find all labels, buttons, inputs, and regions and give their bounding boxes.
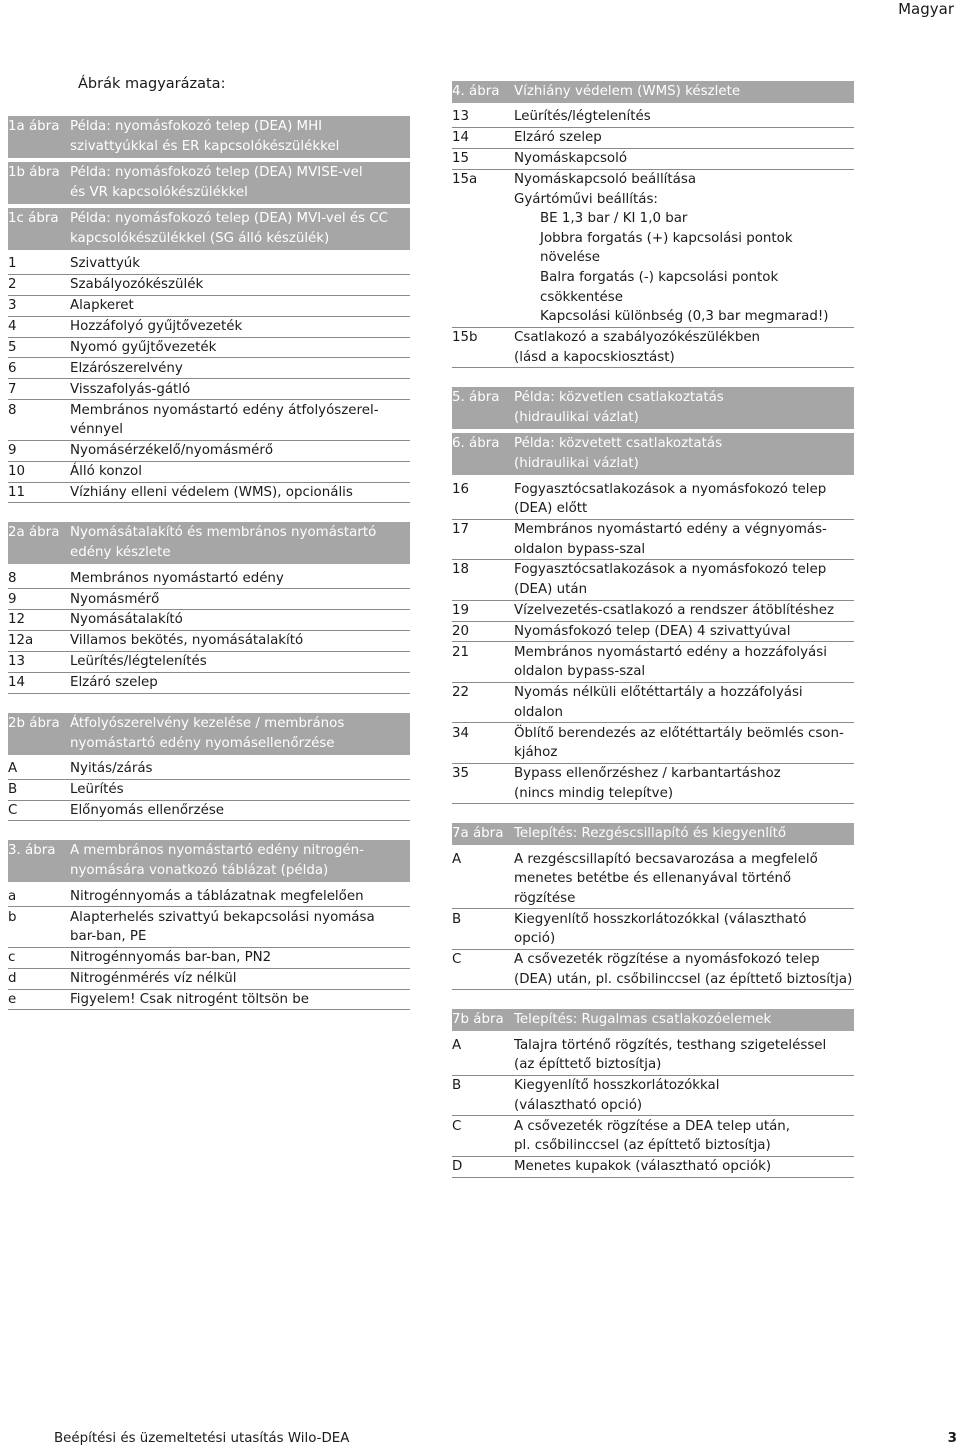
- legend-row: [452, 764, 854, 804]
- description-subline: Balra forgatás (-) kapcsolási pontok: [540, 269, 779, 285]
- legend-row: [8, 317, 410, 338]
- legend-row: [452, 1076, 854, 1116]
- description-line: Példa: közvetett csatlakoztatás: [514, 436, 723, 452]
- description-line: Nyomó gyűjtővezeték: [70, 339, 217, 355]
- legend-description: [70, 523, 410, 563]
- legend-key: 8: [8, 402, 17, 418]
- description-line: Membrános nyomástartó edény: [70, 570, 284, 586]
- legend-key: 2b ábra: [8, 715, 60, 731]
- legend-key: 22: [452, 685, 470, 701]
- description-line: A membrános nyomástartó edény nitrogén-: [70, 843, 364, 859]
- description-line: szivattyúkkal és ER kapcsolókészülékkel: [70, 139, 340, 154]
- legend-description: [70, 254, 410, 274]
- legend-description: [514, 622, 854, 642]
- description-line: A csővezeték rögzítése a nyomásfokozó telep: [514, 952, 820, 968]
- description-line: Alapterhelés szivattyú bekapcsolási nyomása: [70, 909, 375, 925]
- description-line: Hozzáfolyó gyűjtővezeték: [70, 318, 243, 334]
- description-line: opció): [514, 931, 556, 947]
- legend-description: [70, 569, 410, 589]
- legend-row: [452, 479, 854, 519]
- description-line: edény készlete: [70, 545, 171, 561]
- legend-description: [70, 759, 410, 779]
- legend-row: [452, 1035, 854, 1075]
- description-line: pl. csőbilinccsel (az építtető biztosítja): [514, 1138, 771, 1154]
- description-line: Nyomásátalakító és membrános nyomástartó: [70, 525, 377, 541]
- figure-heading-row: [8, 162, 410, 204]
- legend-row: [452, 170, 854, 328]
- description-subline: növelése: [540, 250, 601, 266]
- legend-description: [70, 209, 410, 249]
- legend-key: 10: [8, 463, 26, 479]
- legend-key: 3: [8, 298, 17, 314]
- description-line: Leürítés: [70, 781, 124, 797]
- legend-key: 12: [8, 612, 26, 628]
- legend-description: [514, 434, 854, 474]
- description-line: Nyomásérzékelő/nyomásmérő: [70, 443, 274, 459]
- legend-description: [514, 520, 854, 559]
- legend-row: [8, 589, 410, 610]
- legend-key: 11: [8, 484, 26, 500]
- description-line: Nitrogénnyomás bar-ban, PN2: [70, 950, 272, 966]
- legend-section: [452, 81, 854, 368]
- legend-key: C: [452, 952, 462, 968]
- legend-row: [8, 631, 410, 652]
- legend-description: [70, 338, 410, 358]
- description-line: Előnyomás ellenőrzése: [70, 802, 225, 818]
- legend-row: [452, 950, 854, 990]
- legend-row: [452, 328, 854, 368]
- legend-key: D: [452, 1159, 463, 1175]
- figure-heading-row: [8, 116, 410, 158]
- legend-row: [8, 358, 410, 379]
- description-line: Szabályozókészülék: [70, 277, 204, 293]
- legend-row: [8, 969, 410, 990]
- footer-doc-title: Beépítési és üzemeltetési utasítás Wilo-DEA: [54, 1431, 350, 1446]
- legend-key: 1b ábra: [8, 165, 60, 180]
- figure-heading-row: [452, 81, 854, 103]
- description-line: Vízhiány elleni védelem (WMS), opcionális: [70, 484, 353, 500]
- description-line: Nyomásátalakító: [70, 612, 183, 628]
- legend-row: [452, 849, 854, 909]
- legend-key: 6: [8, 360, 17, 376]
- legend-description: [514, 683, 854, 722]
- legend-key: B: [452, 1078, 462, 1094]
- description-line: (hidraulikai vázlat): [514, 456, 639, 472]
- description-line: Nyomáskapcsoló: [514, 151, 628, 167]
- legend-key: B: [8, 781, 18, 797]
- left-column: [8, 116, 410, 1029]
- legend-row: [8, 441, 410, 462]
- legend-row: [8, 801, 410, 822]
- legend-key: C: [452, 1118, 462, 1134]
- description-line: Kiegyenlítő hosszkorlátozókkal: [514, 1078, 720, 1094]
- legend-row: [452, 1116, 854, 1156]
- description-line: oldalon bypass-szal: [514, 541, 646, 557]
- legend-description: [514, 724, 854, 763]
- description-line: Figyelem! Csak nitrogént töltsön be: [70, 991, 309, 1007]
- description-line: Elzáró szelep: [70, 675, 158, 691]
- legend-description: [514, 128, 854, 148]
- language-label: Magyar: [898, 0, 954, 18]
- description-line: Villamos bekötés, nyomásátalakító: [70, 633, 304, 649]
- description-line: oldalon: [514, 704, 564, 720]
- legend-key: 5. ábra: [452, 390, 500, 406]
- legend-description: [514, 1010, 854, 1030]
- legend-key: 5: [8, 339, 17, 355]
- legend-section: [8, 840, 410, 1010]
- legend-key: 3. ábra: [8, 843, 56, 859]
- legend-section: [8, 116, 410, 503]
- description-line: Nyitás/zárás: [70, 761, 153, 777]
- legend-key: 17: [452, 521, 470, 537]
- legend-key: 19: [452, 602, 470, 618]
- legend-row: [452, 128, 854, 149]
- description-line: Membrános nyomástartó edény a hozzáfolyási: [514, 644, 827, 660]
- legend-row: [452, 107, 854, 128]
- legend-description: [70, 610, 410, 630]
- description-line: Leürítés/légtelenítés: [70, 654, 207, 670]
- legend-key: 15: [452, 151, 470, 167]
- legend-row: [452, 909, 854, 949]
- legend-row: [8, 483, 410, 504]
- legend-row: [452, 560, 854, 600]
- description-line: Szivattyúk: [70, 256, 141, 272]
- legend-description: [514, 601, 854, 621]
- description-line: Kiegyenlítő hosszkorlátozókkal (választható: [514, 911, 807, 927]
- legend-section: [452, 823, 854, 990]
- legend-description: [514, 480, 854, 519]
- legend-key: 2a ábra: [8, 525, 60, 541]
- legend-description: [70, 401, 410, 440]
- legend-key: 12a: [8, 633, 34, 649]
- legend-row: [8, 296, 410, 317]
- legend-row: [8, 400, 410, 440]
- description-line: Talajra történő rögzítés, testhang szigeteléssel: [514, 1037, 827, 1053]
- legend-row: [8, 610, 410, 631]
- description-subline: Kapcsolási különbség (0,3 bar megmarad!): [540, 309, 829, 325]
- legend-description: [514, 107, 854, 127]
- description-line: Átfolyószerelvény kezelése / membrános: [70, 715, 345, 731]
- legend-description: [70, 652, 410, 672]
- figure-heading-row: [8, 840, 410, 882]
- legend-row: [8, 254, 410, 275]
- description-line: (választható opció): [514, 1097, 643, 1113]
- right-column: [452, 81, 854, 1197]
- legend-row: [8, 886, 410, 907]
- legend-description: [514, 1076, 854, 1115]
- legend-description: [70, 887, 410, 907]
- legend-key: 13: [8, 654, 26, 670]
- legend-description: [514, 170, 854, 327]
- description-line: Nyomásmérő: [70, 591, 160, 607]
- description-line: Nyomásfokozó telep (DEA) 4 szivattyúval: [514, 623, 791, 639]
- legend-description: [514, 388, 854, 428]
- legend-description: [70, 441, 410, 461]
- legend-key: 18: [452, 562, 470, 578]
- legend-row: [452, 601, 854, 622]
- legend-description: [514, 850, 854, 909]
- legend-key: 9: [8, 443, 17, 459]
- description-line: Álló konzol: [70, 463, 142, 479]
- legend-description: [514, 328, 854, 367]
- description-line: Visszafolyás-gátló: [70, 381, 191, 397]
- legend-row: [452, 642, 854, 682]
- legend-key: c: [8, 950, 16, 966]
- description-line: Alapkeret: [70, 298, 134, 314]
- legend-description: [70, 908, 410, 947]
- legend-row: [452, 683, 854, 723]
- description-line: Menetes kupakok (választható opciók): [514, 1159, 772, 1175]
- figure-heading-row: [452, 387, 854, 429]
- legend-key: 20: [452, 623, 470, 639]
- legend-key: 1c ábra: [8, 211, 59, 226]
- legend-section: [8, 713, 410, 822]
- legend-description: [70, 380, 410, 400]
- legend-key: 15b: [452, 330, 478, 346]
- legend-description: [70, 462, 410, 482]
- legend-description: [70, 990, 410, 1010]
- description-line: kapcsolókészülékkel (SG álló készülék): [70, 231, 330, 246]
- legend-key: 9: [8, 591, 17, 607]
- description-line: Nyomás nélküli előtéttartály a hozzáfolyási: [514, 685, 803, 701]
- legend-description: [70, 163, 410, 203]
- legend-description: [70, 483, 410, 503]
- description-line: Öblítő berendezés az előtéttartály beömlés cson-: [514, 725, 844, 741]
- figure-heading-row: [452, 823, 854, 845]
- legend-row: [452, 622, 854, 643]
- description-subline: Jobbra forgatás (+) kapcsolási pontok: [540, 230, 793, 246]
- legend-key: a: [8, 888, 17, 904]
- figure-heading-row: [8, 522, 410, 564]
- description-line: bar-ban, PE: [70, 929, 147, 945]
- legend-description: [70, 117, 410, 157]
- legend-description: [70, 714, 410, 754]
- legend-row: [8, 462, 410, 483]
- legend-key: 6. ábra: [452, 436, 500, 452]
- legend-description: [514, 950, 854, 989]
- legend-description: [70, 969, 410, 989]
- description-line: Nitrogénnyomás a táblázatnak megfelelően: [70, 888, 364, 904]
- legend-description: [514, 149, 854, 169]
- description-line: vénnyel: [70, 422, 124, 438]
- legend-key: 14: [452, 130, 470, 146]
- legend-section: [8, 522, 410, 693]
- description-line: Elzárószerelvény: [70, 360, 183, 376]
- legend-key: d: [8, 970, 17, 986]
- description-line: Gyártóművi beállítás:: [514, 191, 658, 207]
- legend-row: [8, 652, 410, 673]
- legend-description: [70, 780, 410, 800]
- description-line: Membrános nyomástartó edény átfolyószerel-: [70, 402, 379, 418]
- description-line: Példa: nyomásfokozó telep (DEA) MVISE-vel: [70, 165, 363, 180]
- legend-key: A: [8, 761, 18, 777]
- legend-description: [70, 948, 410, 968]
- legend-key: b: [8, 909, 17, 925]
- legend-description: [514, 1036, 854, 1075]
- legend-description: [514, 910, 854, 949]
- description-line: Példa: nyomásfokozó telep (DEA) MVI-vel és CC: [70, 211, 389, 226]
- legend-row: [8, 990, 410, 1011]
- legend-description: [70, 673, 410, 693]
- description-line: (lásd a kapocskiosztást): [514, 349, 675, 365]
- description-line: Telepítés: Rugalmas csatlakozóelemek: [514, 1012, 772, 1028]
- legend-description: [514, 764, 854, 803]
- legend-description: [514, 1117, 854, 1156]
- description-line: Elzáró szelep: [514, 130, 602, 146]
- legend-row: [8, 907, 410, 947]
- legend-row: [8, 275, 410, 296]
- legend-row: [8, 759, 410, 780]
- description-line: Nitrogénmérés víz nélkül: [70, 970, 237, 986]
- legend-row: [8, 379, 410, 400]
- legend-key: e: [8, 991, 17, 1007]
- legend-key: 16: [452, 481, 470, 497]
- legend-row: [452, 723, 854, 763]
- description-line: A csővezeték rögzítése a DEA telep után,: [514, 1118, 791, 1134]
- description-line: (az építtető biztosítja): [514, 1057, 662, 1073]
- description-line: oldalon bypass-szal: [514, 664, 646, 680]
- description-line: A rezgéscsillapító becsavarozása a megfelelő: [514, 851, 818, 867]
- legend-description: [514, 82, 854, 102]
- description-line: nyomására vonatkozó táblázat (példa): [70, 863, 329, 879]
- legend-row: [452, 149, 854, 170]
- figure-heading-row: [8, 208, 410, 250]
- description-line: Csatlakozó a szabályozókészülékben: [514, 330, 761, 346]
- legend-row: [8, 338, 410, 359]
- legend-description: [514, 560, 854, 599]
- legend-key: 13: [452, 109, 470, 125]
- legend-key: 7a ábra: [452, 826, 504, 842]
- legend-key: 1a ábra: [8, 119, 60, 134]
- description-line: Vízelvezetés-csatlakozó a rendszer átöblítéshez: [514, 602, 834, 618]
- legend-section: [452, 387, 854, 804]
- legend-description: [70, 590, 410, 610]
- legend-description: [70, 631, 410, 651]
- legend-key: 15a: [452, 171, 478, 187]
- description-subline: BE 1,3 bar / KI 1,0 bar: [540, 211, 688, 227]
- legend-key: 7: [8, 381, 17, 397]
- description-line: Nyomáskapcsoló beállítása: [514, 171, 697, 187]
- legend-key: 2: [8, 277, 17, 293]
- legend-key: A: [452, 1037, 462, 1053]
- description-line: Fogyasztócsatlakozások a nyomásfokozó telep: [514, 481, 827, 497]
- legend-description: [514, 643, 854, 682]
- description-line: Leürítés/légtelenítés: [514, 109, 651, 125]
- legend-description: [514, 824, 854, 844]
- description-line: nyomástartó edény nyomásellenőrzése: [70, 735, 335, 751]
- description-subline: csökkentése: [540, 289, 623, 305]
- legend-key: 7b ábra: [452, 1012, 504, 1028]
- page-number: 3: [947, 1431, 957, 1446]
- legend-section: [452, 1009, 854, 1177]
- legend-description: [70, 317, 410, 337]
- legend-row: [8, 780, 410, 801]
- description-line: (DEA) után, pl. csőbilinccsel (az építtető biztosítja): [514, 971, 853, 987]
- description-line: (DEA) után: [514, 582, 588, 598]
- legend-row: [8, 568, 410, 589]
- legend-key: 1: [8, 256, 17, 272]
- page-title: Ábrák magyarázata:: [78, 76, 226, 92]
- description-line: Példa: nyomásfokozó telep (DEA) MHI: [70, 119, 323, 134]
- description-line: menetes betétbe és ellenanyával történő: [514, 871, 792, 887]
- legend-description: [70, 275, 410, 295]
- legend-key: 34: [452, 725, 470, 741]
- legend-key: C: [8, 802, 18, 818]
- description-line: és VR kapcsolókészülékkel: [70, 185, 248, 200]
- legend-description: [70, 359, 410, 379]
- legend-key: 4. ábra: [452, 84, 500, 99]
- legend-description: [70, 801, 410, 821]
- legend-description: [70, 841, 410, 881]
- description-line: Bypass ellenőrzéshez / karbantartáshoz: [514, 766, 781, 782]
- legend-key: 4: [8, 318, 17, 334]
- legend-key: 8: [8, 570, 17, 586]
- legend-row: [8, 948, 410, 969]
- figure-heading-row: [8, 713, 410, 755]
- description-line: (DEA) előtt: [514, 501, 588, 517]
- description-line: Membrános nyomástartó edény a végnyomás-: [514, 521, 827, 537]
- legend-key: B: [452, 911, 462, 927]
- legend-key: 14: [8, 675, 26, 691]
- description-line: Fogyasztócsatlakozások a nyomásfokozó telep: [514, 562, 827, 578]
- description-line: (hidraulikai vázlat): [514, 410, 639, 426]
- legend-description: [514, 1157, 854, 1177]
- legend-description: [70, 296, 410, 316]
- legend-key: 21: [452, 644, 470, 660]
- description-line: rögzítése: [514, 890, 576, 906]
- description-line: kjához: [514, 745, 558, 761]
- legend-row: [452, 520, 854, 560]
- figure-heading-row: [452, 1009, 854, 1031]
- description-line: Példa: közvetlen csatlakoztatás: [514, 390, 724, 406]
- description-line: Telepítés: Rezgéscsillapító és kiegyenlítő: [514, 826, 787, 842]
- legend-row: [8, 673, 410, 694]
- legend-key: A: [452, 851, 462, 867]
- description-line: Vízhiány védelem (WMS) készlete: [514, 84, 741, 99]
- legend-row: [452, 1157, 854, 1178]
- legend-key: 35: [452, 766, 470, 782]
- description-line: (nincs mindig telepítve): [514, 785, 674, 801]
- figure-heading-row: [452, 433, 854, 475]
